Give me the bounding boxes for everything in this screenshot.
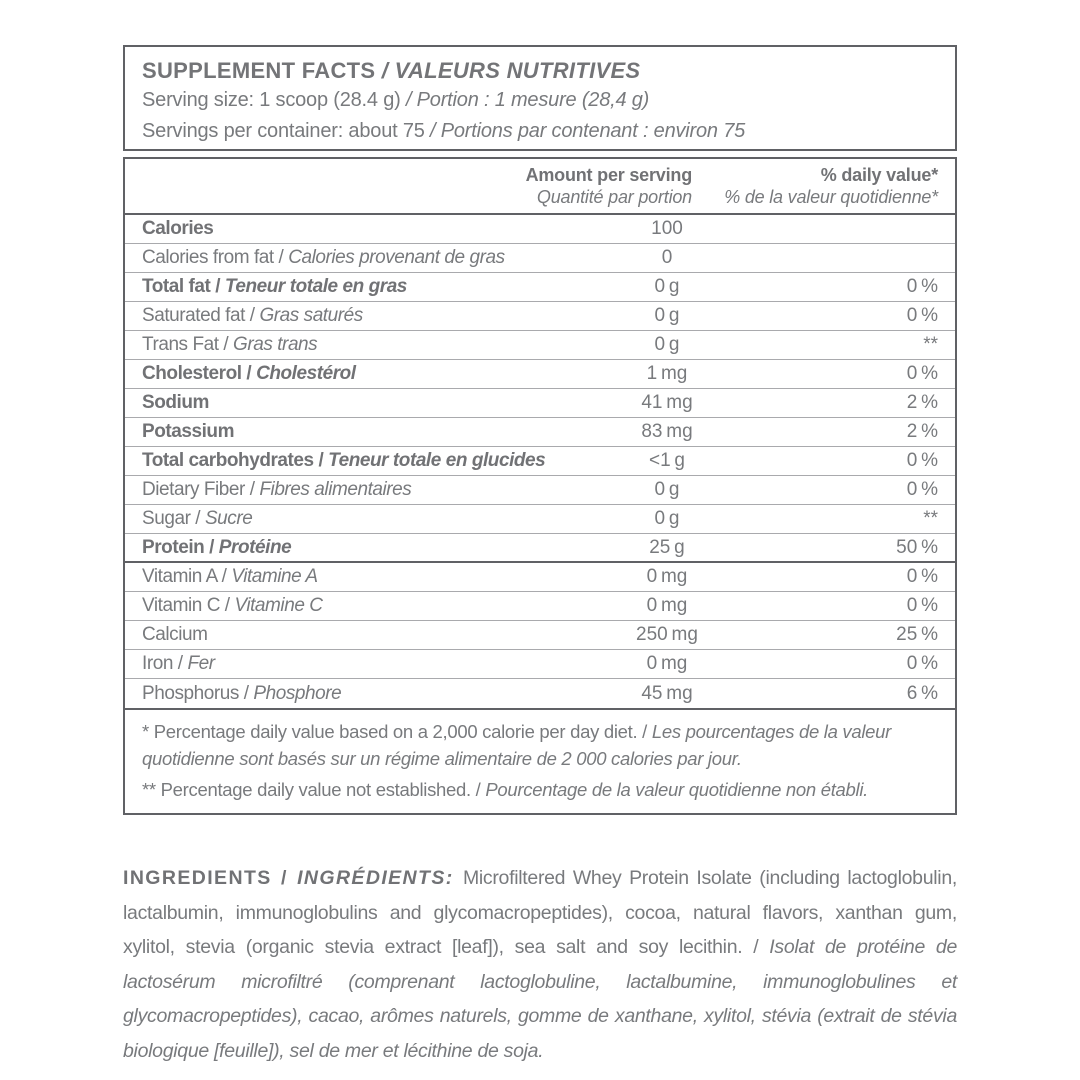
daily-value: 0 % xyxy=(906,595,938,616)
amount-value: <1 g xyxy=(648,450,686,471)
daily-value: 0 % xyxy=(906,479,938,500)
nutrient-label: Vitamin C / Vitamine C xyxy=(142,595,323,616)
nutrient-label: Trans Fat / Gras trans xyxy=(142,334,318,355)
amount-value: 45 mg xyxy=(641,682,693,704)
panel-title xyxy=(142,56,938,85)
panel-title-fr: / VALEURS NUTRITIVES xyxy=(381,58,641,83)
amount-value: 0 g xyxy=(654,276,680,297)
nutrient-label: Calories xyxy=(142,218,214,239)
column-header-daily-value-fr: % de la valeur quotidienne* xyxy=(724,187,938,207)
table-row-iron xyxy=(125,650,955,679)
table-row-dietary-fiber xyxy=(125,476,955,505)
servings-per-container-fr: / Portions par contenant : environ 75 xyxy=(430,120,746,142)
table-row-sodium xyxy=(125,389,955,418)
daily-value: ** xyxy=(923,334,938,355)
ingredients-body-fr: Isolat de protéine de lactosérum microfiltré (comprenant lactoglobuline, lactalbumine, immunoglobulines et glycomacropeptides), cacao, arômes naturels, gomme de xanthane, xylitol, stévia (extrait de stévia biologique [feuille]), sel de mer et lécithine de soja. xyxy=(123,936,957,1062)
column-header-amount-en: Amount per serving xyxy=(525,165,692,185)
column-header-row xyxy=(125,159,955,215)
daily-value: 2 % xyxy=(906,421,938,442)
ingredients-heading-en: INGREDIENTS / xyxy=(123,867,298,889)
column-header-daily-value xyxy=(692,164,938,208)
nutrient-label: Dietary Fiber / Fibres alimentaires xyxy=(142,479,412,500)
daily-value: 50 % xyxy=(896,536,938,558)
table-row-calcium xyxy=(125,621,955,650)
column-header-amount xyxy=(526,164,692,208)
ingredients-paragraph xyxy=(123,861,957,1068)
panel-title-en: SUPPLEMENT FACTS xyxy=(142,58,382,83)
amount-value: 0 g xyxy=(654,508,680,529)
daily-value: 6 % xyxy=(906,682,938,704)
nutrient-label: Potassium xyxy=(142,421,235,442)
daily-value: 2 % xyxy=(906,392,938,413)
amount-value: 100 xyxy=(651,218,683,239)
amount-value: 0 xyxy=(661,247,673,268)
amount-value: 41 mg xyxy=(641,392,693,413)
daily-value: 0 % xyxy=(906,566,938,587)
daily-value: 25 % xyxy=(896,624,938,645)
amount-value: 0 mg xyxy=(646,566,688,587)
servings-per-container-line xyxy=(142,116,938,147)
nutrient-label: Saturated fat / Gras saturés xyxy=(142,305,363,326)
footnotes-section xyxy=(125,708,955,813)
amount-value: 0 g xyxy=(654,334,680,355)
daily-value: 0 % xyxy=(906,450,938,471)
footnote-daily-value: * Percentage daily value based on a 2,000 calorie per day diet. / Les pourcentages de la valeur quotidienne sont basés sur un régime alimentaire de 2 000 calories par jour. xyxy=(142,721,892,769)
supplement-label-page xyxy=(123,0,957,1068)
serving-size-en: Serving size: 1 scoop (28.4 g) xyxy=(142,89,406,111)
table-row-saturated-fat xyxy=(125,302,955,331)
footnote-not-established: ** Percentage daily value not established. / Pourcentage de la valeur quotidienne non établi. xyxy=(142,779,868,800)
table-row-total-carbohydrates xyxy=(125,447,955,476)
daily-value: 0 % xyxy=(906,363,938,384)
nutrient-label: Vitamin A / Vitamine A xyxy=(142,566,318,587)
serving-size-line xyxy=(142,85,938,116)
amount-value: 83 mg xyxy=(641,421,693,442)
nutrient-label: Calories from fat / Calories provenant de gras xyxy=(142,247,505,268)
table-row-vitamin-a xyxy=(125,563,955,592)
table-row-total-fat xyxy=(125,273,955,302)
table-row-sugar xyxy=(125,505,955,534)
supplement-facts-header-box xyxy=(123,45,957,151)
column-header-daily-value-en: % daily value* xyxy=(820,165,938,185)
nutrient-label: Total fat / Teneur totale en gras xyxy=(142,276,407,297)
nutrient-label: Iron / Fer xyxy=(142,653,215,674)
daily-value: 0 % xyxy=(906,276,938,297)
table-row-protein xyxy=(125,534,955,563)
servings-per-container-en: Servings per container: about 75 xyxy=(142,120,431,142)
nutrient-label: Calcium xyxy=(142,624,208,645)
table-row-calories xyxy=(125,215,955,244)
amount-value: 0 g xyxy=(654,305,680,326)
serving-size-fr: / Portion : 1 mesure (28,4 g) xyxy=(405,89,650,111)
daily-value: ** xyxy=(923,508,938,529)
nutrient-label: Cholesterol / Cholestérol xyxy=(142,363,356,384)
table-row-phosphorus xyxy=(125,679,955,708)
nutrient-label: Total carbohydrates / Teneur totale en glucides xyxy=(142,450,546,471)
amount-value: 250 mg xyxy=(636,624,698,645)
table-row-cholesterol xyxy=(125,360,955,389)
table-row-trans-fat xyxy=(125,331,955,360)
nutrient-label: Sodium xyxy=(142,392,209,413)
table-row-calories-from-fat xyxy=(125,244,955,273)
ingredients-heading-fr: INGRÉDIENTS: xyxy=(297,867,463,889)
daily-value: 0 % xyxy=(906,653,938,674)
table-row-potassium xyxy=(125,418,955,447)
amount-value: 1 mg xyxy=(646,363,688,384)
nutrient-label: Sugar / Sucre xyxy=(142,508,253,529)
amount-value: 0 mg xyxy=(646,595,688,616)
nutrient-label: Protein / Protéine xyxy=(142,536,292,558)
table-row-vitamin-c xyxy=(125,592,955,621)
ingredients-body-en: Microfiltered Whey Protein Isolate (including lactoglobulin, lactalbumin, immunoglobulins and glycomacropeptides), cocoa, natural flavors, xanthan gum, xylitol, stevia (organic stevia extract [leaf]), sea salt and soy lecithin. / xyxy=(123,867,957,958)
amount-value: 25 g xyxy=(649,536,685,558)
amount-value: 0 g xyxy=(654,479,680,500)
daily-value: 0 % xyxy=(906,305,938,326)
nutrition-table-box xyxy=(123,157,957,815)
column-header-amount-fr: Quantité par portion xyxy=(536,187,692,207)
amount-value: 0 mg xyxy=(646,653,688,674)
nutrient-label: Phosphorus / Phosphore xyxy=(142,682,342,704)
